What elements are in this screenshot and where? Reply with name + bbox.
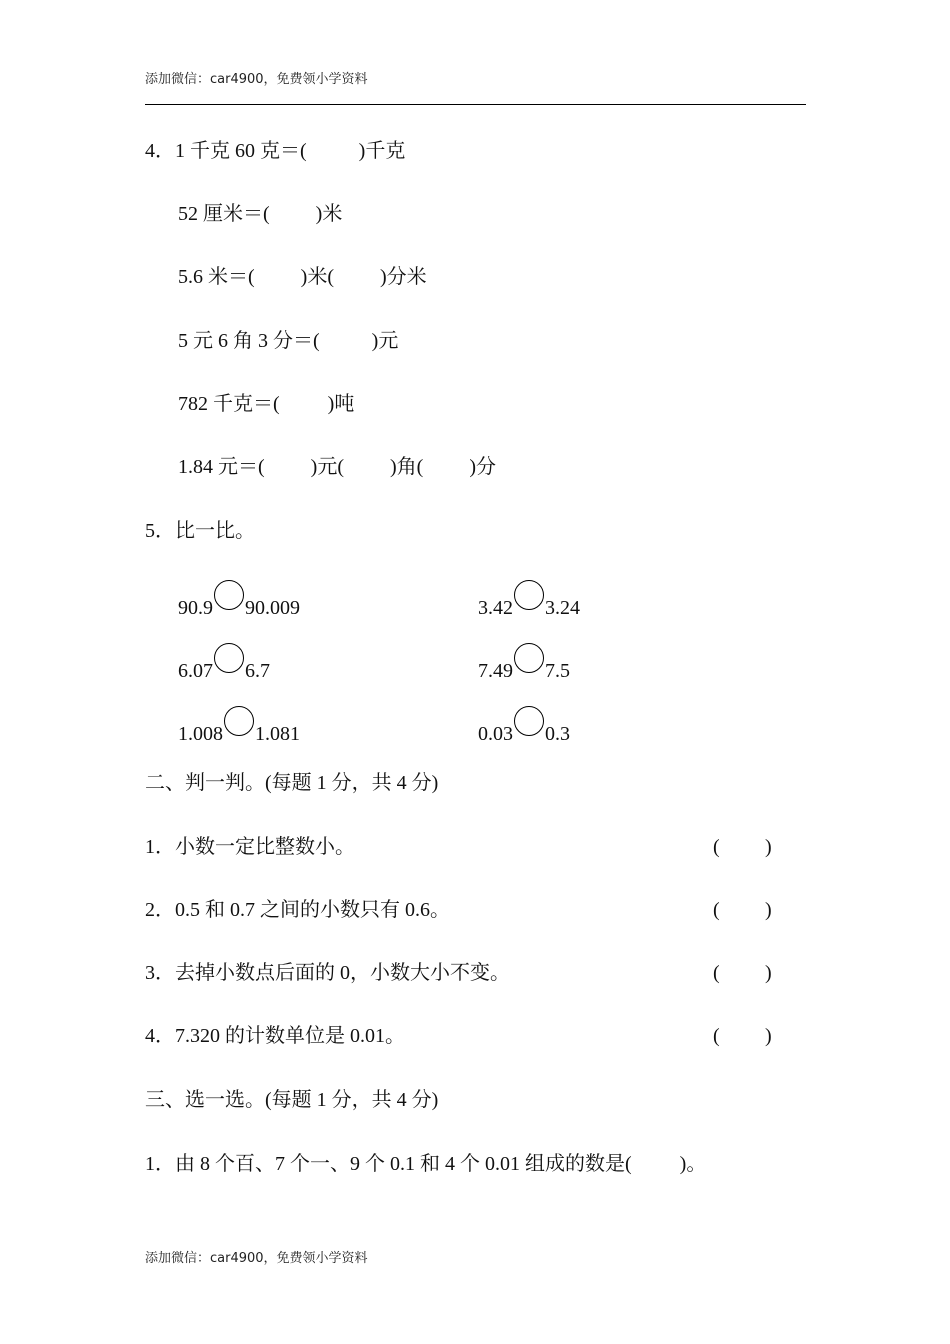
page-footer: 添加微信：car4900，免费领小学资料 [145,1251,368,1266]
q4-line-2: 52 厘米＝( )米 [178,203,343,225]
compare-circle[interactable] [514,580,544,610]
compare-circle[interactable] [514,643,544,673]
compare-item: 0.03 0.3 [478,706,570,746]
q5-title: 5．比一比。 [145,520,255,542]
compare-circle[interactable] [224,706,254,736]
compare-item: 3.42 3.24 [478,580,580,620]
compare-item: 6.07 6.7 [178,643,270,683]
q4-line-5: 782 千克＝( )吨 [178,393,355,415]
section3-title: 三、选一选。(每题 1 分，共 4 分) [145,1089,439,1111]
header-rule [145,104,806,105]
judge-item-4: 4．7.320 的计数单位是 0.01。 [145,1025,405,1047]
compare-item: 90.9 90.009 [178,580,300,620]
compare-item: 1.008 1.081 [178,706,300,746]
compare-item: 7.49 7.5 [478,643,570,683]
choice-question-1: 1．由 8 个百、7 个一、9 个 0.1 和 4 个 0.01 组成的数是( )。 [145,1153,707,1175]
compare-circle[interactable] [514,706,544,736]
judge-item-3: 3．去掉小数点后面的 0，小数大小不变。 [145,962,510,984]
q4-line-6: 1.84 元＝( )元( )角( )分 [178,456,496,478]
q4-line-4: 5 元 6 角 3 分＝( )元 [178,330,399,352]
q4-line-1: 4．1 千克 60 克＝( )千克 [145,140,406,162]
page-header: 添加微信：car4900，免费领小学资料 [145,72,368,87]
section2-title: 二、判一判。(每题 1 分，共 4 分) [145,772,439,794]
q4-number: 4． [145,140,175,162]
judge-item-2: 2．0.5 和 0.7 之间的小数只有 0.6。 [145,899,450,921]
compare-circle[interactable] [214,643,244,673]
compare-circle[interactable] [214,580,244,610]
judge-item-1: 1．小数一定比整数小。 [145,836,355,858]
q4-line-3: 5.6 米＝( )米( )分米 [178,266,427,288]
